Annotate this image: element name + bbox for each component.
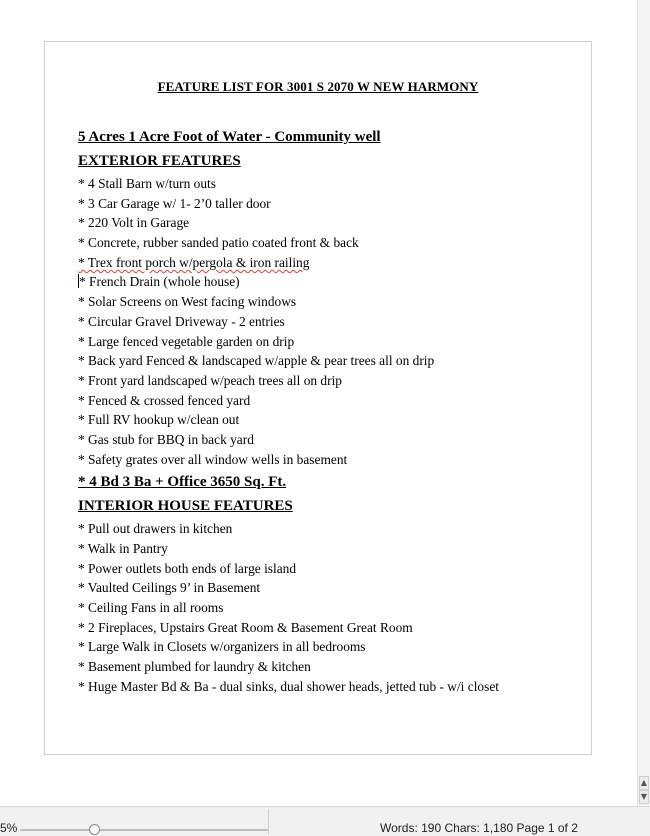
interior-list xyxy=(78,519,578,696)
list-item: * 2 Fireplaces, Upstairs Great Room & Basement Great Room xyxy=(78,619,413,635)
document-page[interactable] xyxy=(44,41,592,755)
zoom-slider-thumb[interactable] xyxy=(89,824,100,835)
list-item: * Ceiling Fans in all rooms xyxy=(78,600,224,616)
list-item: * Pull out drawers in kitchen xyxy=(78,521,233,537)
list-item: * Walk in Pantry xyxy=(78,541,168,556)
list-item-french-drain xyxy=(78,272,578,292)
document-stats: Words: 190 Chars: 1,180 Page 1 of 2 xyxy=(380,821,578,835)
list-item: * Huge Master Bd & Ba - dual sinks, dual shower heads, jetted tub - w/i closet xyxy=(78,678,499,694)
list-item: * 3 Car Garage w/ 1- 2’0 taller door xyxy=(78,195,271,211)
list-item: * Large Walk in Closets w/organizers in all bedrooms xyxy=(78,639,366,655)
list-item: * Safety grates over all window wells in basement xyxy=(78,451,348,467)
scroll-down-button[interactable]: ▼ xyxy=(639,790,649,804)
interior-heading: INTERIOR HOUSE FEATURES xyxy=(78,498,293,515)
spellcheck-text: * Trex front porch w/pergola & iron railing xyxy=(78,254,310,270)
zoom-slider[interactable] xyxy=(20,829,268,831)
list-item: * Circular Gravel Driveway - 2 entries xyxy=(78,313,285,329)
list-item: * Back yard Fenced & landscaped w/apple & pear trees all on drip xyxy=(78,353,435,369)
scroll-up-button[interactable]: ▲ xyxy=(639,776,649,790)
list-item: * Basement plumbed for laundry & kitchen xyxy=(78,659,311,675)
bed-bath-heading: * 4 Bd 3 Ba + Office 3650 Sq. Ft. xyxy=(78,474,287,491)
list-item: * Full RV hookup w/clean out xyxy=(78,412,240,428)
list-item-text: * French Drain (whole house) xyxy=(79,274,240,290)
exterior-heading: EXTERIOR FEATURES xyxy=(78,153,241,169)
vertical-scrollbar[interactable] xyxy=(637,0,650,806)
list-item: * 220 Volt in Garage xyxy=(78,215,190,231)
list-item-trex xyxy=(78,253,578,273)
list-item: * Solar Screens on West facing windows xyxy=(78,294,297,310)
list-item: * Gas stub for BBQ in back yard xyxy=(78,431,254,447)
list-item: * Fenced & crossed fenced yard xyxy=(78,392,251,408)
status-divider xyxy=(268,809,269,835)
exterior-list xyxy=(78,174,578,469)
zoom-level-text: 5% xyxy=(0,821,18,835)
status-bar xyxy=(0,806,650,836)
list-item: * Vaulted Ceilings 9’ in Basement xyxy=(78,580,261,596)
list-item: * Concrete, rubber sanded patio coated front & back xyxy=(78,235,359,251)
lot-heading: 5 Acres 1 Acre Foot of Water - Community well xyxy=(78,129,381,145)
list-item: * Large fenced vegetable garden on drip xyxy=(78,333,295,349)
document-body[interactable] xyxy=(78,126,578,697)
list-item: * Front yard landscaped w/peach trees all on drip xyxy=(78,372,343,388)
document-title: FEATURE LIST FOR 3001 S 2070 W NEW HARMONY xyxy=(157,79,479,94)
list-item: * Power outlets both ends of large island xyxy=(78,560,297,576)
list-item: * 4 Stall Barn w/turn outs xyxy=(78,176,216,191)
